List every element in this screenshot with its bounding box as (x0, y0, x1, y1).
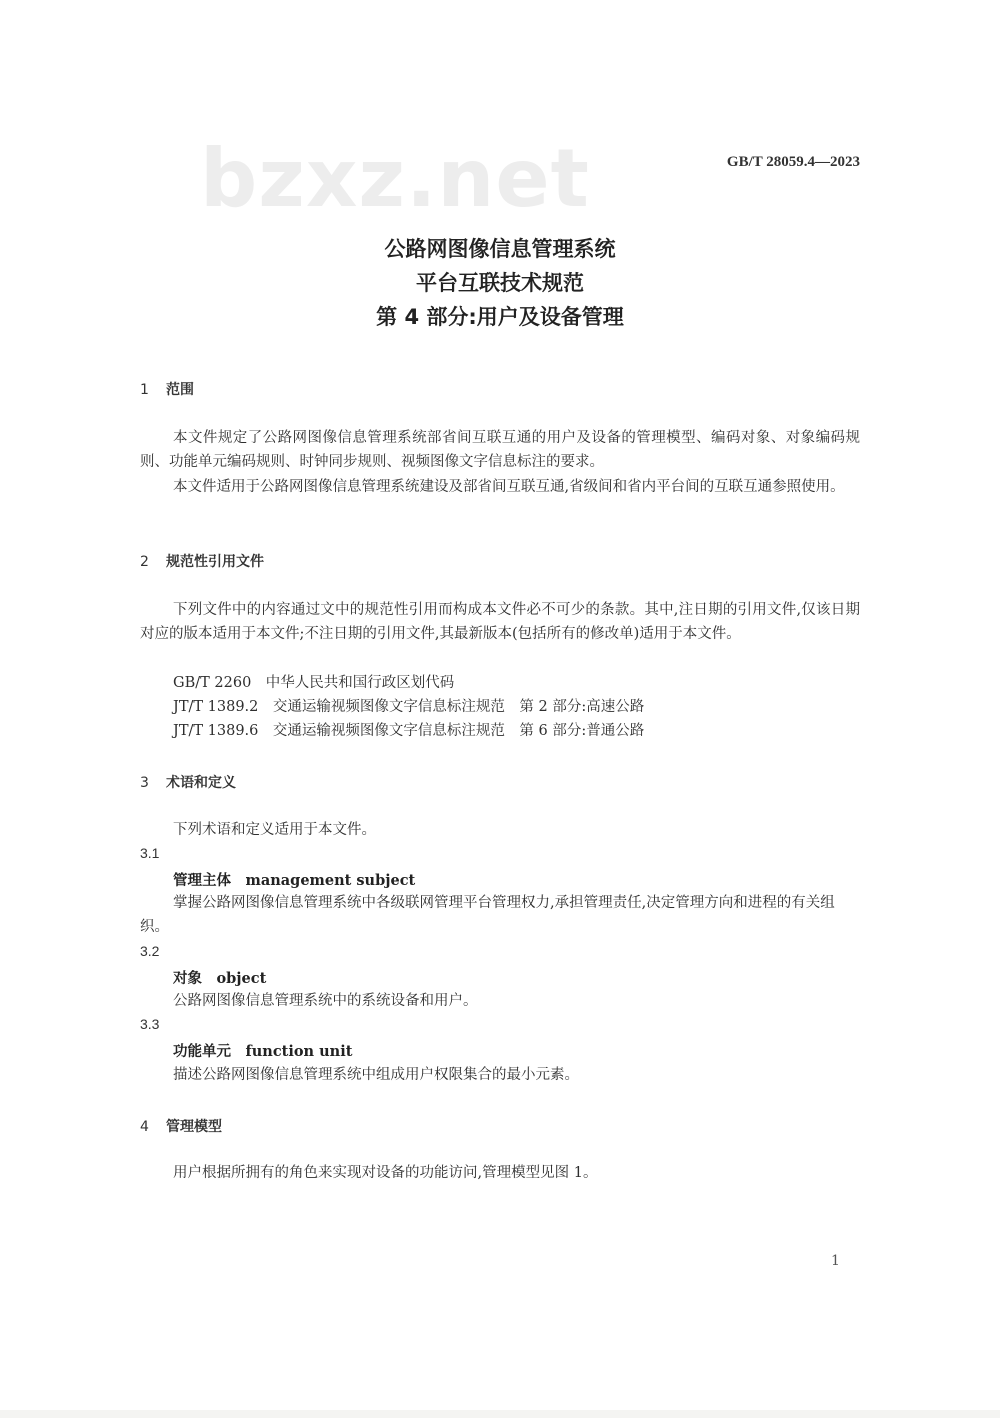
section-title: 术语和定义 (166, 775, 236, 791)
section-title: 管理模型 (166, 1119, 222, 1135)
section-number: 3 (140, 775, 149, 791)
section-4-paragraph-1: 用户根据所拥有的角色来实现对设备的功能访问,管理模型见图 1。 (173, 1165, 598, 1181)
section-1-heading (140, 379, 194, 399)
section-4-heading (140, 1116, 222, 1136)
section-1-paragraph-1: 本文件规定了公路网图像信息管理系统部省间互联互通的用户及设备的管理模型、编码对象、对象编码规则、功能单元编码规则、时钟同步规则、视频图像文字信息标注的要求。 (140, 430, 860, 470)
term-definition: 公路网图像信息管理系统中的系统设备和用户。 (173, 993, 478, 1009)
document-title (0, 232, 1000, 334)
term-number: 3.2 (140, 943, 160, 959)
section-title: 规范性引用文件 (166, 554, 264, 570)
title-line-3: 第 4 部分:用户及设备管理 (376, 305, 624, 329)
section-3-heading (140, 772, 236, 792)
term-name: 管理主体 management subject (173, 872, 416, 889)
standard-code: GB/T 28059.4—2023 (726, 154, 860, 170)
term-definition: 掌握公路网图像信息管理系统中各级联网管理平台管理权力,承担管理责任,决定管理方向和进程的有关组织。 (140, 895, 835, 935)
section-number: 1 (140, 382, 149, 398)
term-number: 3.3 (140, 1016, 160, 1032)
normative-reference: JT/T 1389.2 交通运输视频图像文字信息标注规范 第 2 部分:高速公路 (173, 699, 645, 715)
section-3-paragraph-1: 下列术语和定义适用于本文件。 (173, 822, 376, 838)
term-definition: 描述公路网图像信息管理系统中组成用户权限集合的最小元素。 (173, 1067, 579, 1083)
section-number: 2 (140, 554, 149, 570)
page-number: 1 (831, 1253, 840, 1269)
section-2-heading (140, 551, 264, 571)
normative-reference: JT/T 1389.6 交通运输视频图像文字信息标注规范 第 6 部分:普通公路 (173, 723, 645, 739)
term-name: 对象 object (173, 970, 267, 987)
section-number: 4 (140, 1119, 149, 1135)
title-line-1: 公路网图像信息管理系统 (384, 237, 616, 261)
section-title: 范围 (166, 382, 194, 398)
normative-reference: GB/T 2260 中华人民共和国行政区划代码 (173, 675, 455, 691)
section-2-paragraph-1: 下列文件中的内容通过文中的规范性引用而构成本文件必不可少的条款。其中,注日期的引用文件,仅该日期对应的版本适用于本文件;不注日期的引用文件,其最新版本(包括所有的修改单)适用于本文件。 (140, 602, 860, 642)
term-name: 功能单元 function unit (173, 1043, 353, 1060)
watermark: bzxz.net (200, 132, 590, 225)
title-line-2: 平台互联技术规范 (416, 271, 584, 295)
section-1-paragraph-2: 本文件适用于公路网图像信息管理系统建设及部省间互联互通,省级间和省内平台间的互联互通参照使用。 (173, 479, 845, 495)
term-number: 3.1 (140, 845, 160, 861)
